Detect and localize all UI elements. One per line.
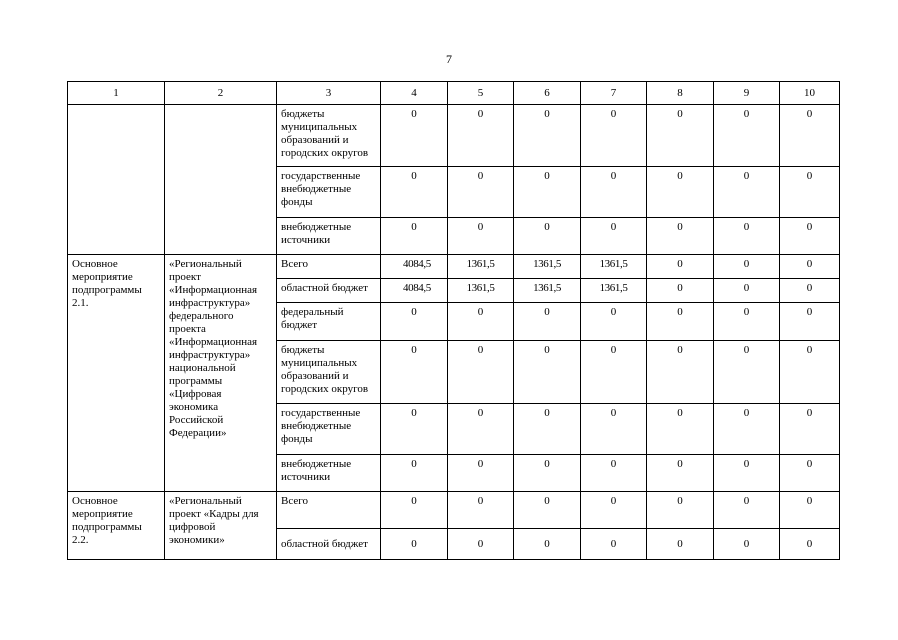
continued-description-cell [165,105,277,255]
activity-description: «Региональный проект «Информационная инфраструктура» федерального проекта «Информационная инфраструктура» национальной программы «Цифровая экономика Российской Федерации» [165,255,277,492]
column-header: 7 [581,82,647,105]
value-cell: 0 [581,341,647,404]
value-cell: 0 [780,341,840,404]
value-cell: 0 [647,455,714,492]
value-cell: 0 [381,404,448,455]
value-cell: 0 [714,218,780,255]
value-cell: 0 [581,492,647,529]
source-label: Всего [277,255,381,279]
value-cell: 0 [381,167,448,218]
source-label: внебюджетные источники [277,455,381,492]
value-cell: 0 [780,455,840,492]
value-cell: 0 [581,167,647,218]
value-cell: 0 [647,529,714,560]
value-cell: 1361,5 [448,255,514,279]
column-header: 5 [448,82,514,105]
value-cell: 0 [381,218,448,255]
value-cell: 0 [514,404,581,455]
value-cell: 0 [581,404,647,455]
column-header: 4 [381,82,448,105]
source-label: бюджеты муниципальных образований и городских округов [277,105,381,167]
value-cell: 0 [714,303,780,341]
table-row [68,105,840,167]
continued-activity-cell [68,105,165,255]
value-cell: 0 [514,492,581,529]
value-cell: 0 [647,255,714,279]
value-cell: 0 [780,105,840,167]
value-cell: 0 [780,492,840,529]
source-label: федеральный бюджет [277,303,381,341]
source-label: государственные внебюджетные фонды [277,404,381,455]
value-cell: 0 [448,105,514,167]
table-row [68,492,840,529]
funding-table [67,81,840,560]
value-cell: 0 [448,492,514,529]
value-cell: 0 [647,341,714,404]
value-cell: 0 [780,218,840,255]
value-cell: 1361,5 [581,279,647,303]
value-cell: 0 [714,279,780,303]
value-cell: 0 [780,255,840,279]
source-label: областной бюджет [277,529,381,560]
value-cell: 0 [714,529,780,560]
column-header: 1 [68,82,165,105]
value-cell: 0 [714,167,780,218]
value-cell: 1361,5 [514,255,581,279]
page-number: 7 [446,52,452,66]
value-cell: 0 [714,255,780,279]
source-label: бюджеты муниципальных образований и городских округов [277,341,381,404]
column-number-row [68,82,840,105]
value-cell: 0 [714,455,780,492]
value-cell: 0 [581,529,647,560]
activity-description: «Региональный проект «Кадры для цифровой экономики» [165,492,277,560]
value-cell: 0 [381,105,448,167]
value-cell: 0 [448,167,514,218]
value-cell: 0 [514,341,581,404]
value-cell: 0 [647,218,714,255]
value-cell: 0 [514,303,581,341]
value-cell: 0 [381,529,448,560]
column-header: 10 [780,82,840,105]
value-cell: 0 [581,218,647,255]
value-cell: 0 [514,105,581,167]
value-cell: 1361,5 [581,255,647,279]
value-cell: 0 [647,492,714,529]
value-cell: 4084,5 [381,255,448,279]
table-row [68,255,840,279]
value-cell: 0 [581,303,647,341]
value-cell: 0 [647,303,714,341]
value-cell: 0 [647,404,714,455]
value-cell: 0 [448,404,514,455]
column-header: 3 [277,82,381,105]
value-cell: 0 [448,341,514,404]
source-label: внебюджетные источники [277,218,381,255]
value-cell: 0 [381,492,448,529]
value-cell: 0 [780,279,840,303]
source-label: государственные внебюджетные фонды [277,167,381,218]
value-cell: 0 [448,529,514,560]
value-cell: 0 [780,167,840,218]
value-cell: 0 [514,455,581,492]
value-cell: 4084,5 [381,279,448,303]
value-cell: 0 [714,492,780,529]
activity-name: Основное мероприятие подпрограммы 2.2. [68,492,165,560]
value-cell: 0 [647,105,714,167]
value-cell: 0 [714,341,780,404]
column-header: 2 [165,82,277,105]
value-cell: 0 [714,404,780,455]
value-cell: 0 [448,303,514,341]
value-cell: 0 [381,303,448,341]
value-cell: 0 [780,303,840,341]
value-cell: 0 [647,167,714,218]
value-cell: 0 [448,218,514,255]
value-cell: 0 [581,105,647,167]
value-cell: 0 [381,455,448,492]
value-cell: 0 [780,404,840,455]
value-cell: 0 [514,529,581,560]
value-cell: 0 [647,279,714,303]
source-label: областной бюджет [277,279,381,303]
column-header: 9 [714,82,780,105]
column-header: 6 [514,82,581,105]
source-label: Всего [277,492,381,529]
value-cell: 0 [780,529,840,560]
value-cell: 0 [514,167,581,218]
value-cell: 0 [381,341,448,404]
value-cell: 0 [448,455,514,492]
value-cell: 1361,5 [448,279,514,303]
value-cell: 0 [514,218,581,255]
value-cell: 0 [714,105,780,167]
value-cell: 0 [581,455,647,492]
column-header: 8 [647,82,714,105]
activity-name: Основное мероприятие подпрограммы 2.1. [68,255,165,492]
value-cell: 1361,5 [514,279,581,303]
